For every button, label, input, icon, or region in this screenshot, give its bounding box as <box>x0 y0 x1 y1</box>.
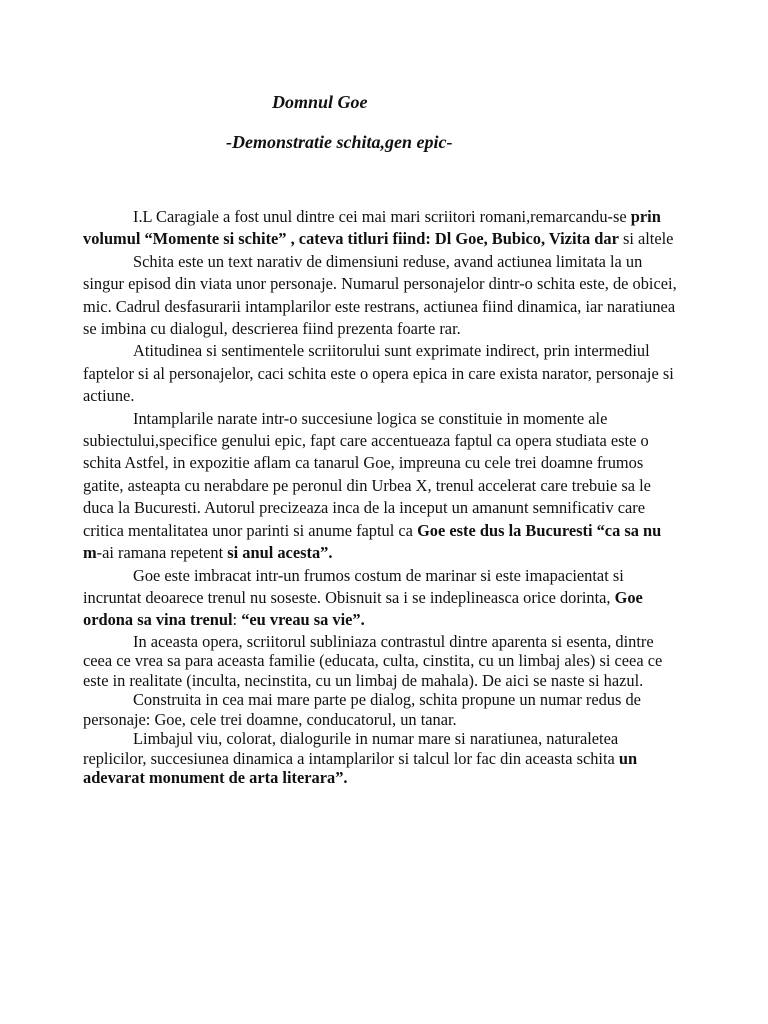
paragraph-1-text-a: I.L Caragiale a fost unul dintre cei mai mari scriitori romani,remarcandu-se <box>133 207 631 226</box>
document-subtitle: -Demonstratie schita,gen epic- <box>226 132 453 152</box>
paragraph-8-bold: un adevarat monument de arta literara <box>83 748 638 788</box>
paragraph-2: Schita este un text narativ de dimensiuni reduse, avand actiunea limitata la un singur episod din viata unor personaje. Numarul personajelor dintr-o schita este, de obicei, mic. Cadrul desfasurarii intamplarilor este restrans, actiunea fiind dinamica, iar naratiunea se imbina cu dialogul, descrierea fiind prezenta foarte rar. <box>83 251 677 339</box>
paragraph-8 <box>83 729 683 788</box>
paragraph-1-text-c: si altele <box>618 229 674 249</box>
paragraph-4-bold-1: Goe este dus la Bucuresti “ca sa nu m <box>83 520 662 563</box>
paragraph-1-bold: prin volumul “Momente si schite” , cateva titluri fiind: Dl Goe, Bubico, Vizita dar <box>83 207 661 249</box>
paragraph-4 <box>83 408 683 565</box>
paragraph-4-text-c: -ai ramana repetent <box>96 543 228 563</box>
paragraph-5-bold-1: Goe ordona sa vina trenul <box>83 587 643 630</box>
paragraph-4-bold-2: si anul acesta <box>227 543 321 563</box>
paragraph-7: Construita in cea mai mare parte pe dialog, schita propune un numar redus de personaje: Goe, cele trei doamne, conducatorul, un tanar. <box>83 690 641 729</box>
paragraph-5-text-e: . <box>360 610 365 630</box>
paragraph-4-text-a: Intamplarile narate intr-o succesiune logica se constituie in momente ale subiectului,specifice genului epic, fapt care accentueaza faptul ca opera studiata este o schita Astfel, in expozitie aflam ca tanarul Goe, impreuna cu cele trei doamne frumos gatite, asteapta cu nerabdare pe peronul din Urbea X, trenul accelerat care trebuie sa le duca la Bucuresti. Autorul precizeaza inca de la inceput un amanunt semnificativ care critica mentalitatea unor parinti si anume faptul ca <box>83 408 651 540</box>
paragraph-5-text-c: : <box>232 610 242 630</box>
paragraph-1 <box>83 206 683 251</box>
document-title: Domnul Goe <box>272 92 368 112</box>
paragraph-5-text-a: Goe este imbracat intr-un frumos costum de marinar si este imapacientat si incruntat deoarece trenul nu soseste. Obisnuit sa i se indeplineasca orice dorinta, <box>83 565 624 607</box>
paragraph-8-text-a: Limbajul viu, colorat, dialogurile in numar mare si naratiunea, naturaletea replicilor, succesiunea dinamica a intamplarilor si talcul lor fac din aceasta schita <box>83 729 619 768</box>
paragraph-8-text-c: ”. <box>335 768 348 788</box>
paragraph-5-bold-2: “eu vreau sa vie” <box>241 610 361 630</box>
paragraph-5 <box>83 565 683 632</box>
document-body <box>83 206 683 788</box>
paragraph-4-text-e: ”. <box>320 543 333 563</box>
paragraph-6: In aceasta opera, scriitorul subliniaza contrastul dintre aparenta si esenta, dintre ceea ce vrea sa para aceasta familie (educata, culta, cinstita, cu un limbaj ales) si ceea ce este in realitate (inculta, necinstita, cu un limbaj de mahala). De aici se naste si hazul. <box>83 631 663 690</box>
paragraph-3: Atitudinea si sentimentele scriitorului sunt exprimate indirect, prin intermediul faptelor si al personajelor, caci schita este o opera epica in care exista narator, personaje si actiune. <box>83 341 674 406</box>
